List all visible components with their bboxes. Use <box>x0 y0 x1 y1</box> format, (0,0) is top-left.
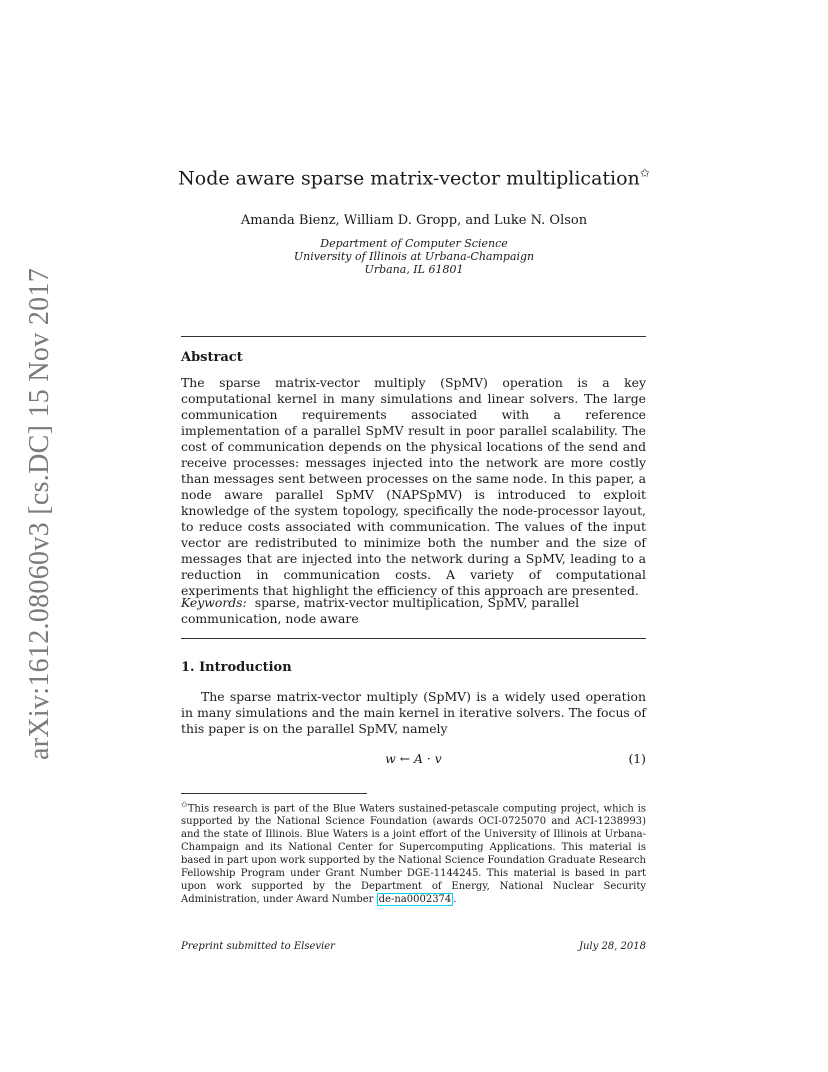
footnote-text: This research is part of the Blue Waters sustained-petascale computing project, which is supported by the National Science Foundation (awards OCI-0725070 and ACI-1238993) and the state of Illinois. Blue Waters is a joint effort of the University of Illinois at Urbana-Champaign and its National Center for Supercomputing Applications. This material is based in part upon work supported by the National Science Foundation Graduate Research Fellowship Program under Grant Number DGE-1144245. This material is based in part upon work supported by the Department of Energy, National Nuclear Security Administration, under Award Number <box>181 803 646 906</box>
award-number-link[interactable]: de-na0002374 <box>378 894 452 906</box>
abstract-body: The sparse matrix-vector multiply (SpMV) operation is a key computational kernel in many simulations and linear solvers. The large communication requirements associated with a reference implementation of a parallel SpMV result in poor parallel scalability. The cost of communication depends on the physical locations of the send and receive processes: messages injected into the network are more costly than messages sent between processes on the same node. In this paper, a node aware parallel SpMV (NAPSpMV) is introduced to exploit knowledge of the system topology, specifically the node-processor layout, to reduce costs associated with communication. The values of the input vector are redistributed to minimize both the number and the size of messages that are injected into the network during a SpMV, leading to a reduction in communication costs. A variety of computational experiments that highlight the efficiency of this approach are presented. <box>181 375 646 598</box>
equation-expression: w ← A · v <box>385 751 442 766</box>
footnote <box>181 798 646 906</box>
preprint-note: Preprint submitted to Elsevier <box>181 941 335 952</box>
affiliation-department: Department of Computer Science <box>320 237 508 250</box>
keywords-label: Keywords: <box>181 595 247 610</box>
footnote-rule <box>181 793 367 794</box>
abstract-bottom-rule <box>181 638 646 639</box>
title-footnote-mark: ✩ <box>639 166 650 180</box>
equation-1 <box>181 751 646 769</box>
abstract-heading: Abstract <box>181 350 243 365</box>
affiliation-university: University of Illinois at Urbana-Champaign <box>293 250 535 263</box>
keywords-text: sparse, matrix-vector multiplication, SpMV, parallel communication, node aware <box>181 595 580 626</box>
affiliation-location: Urbana, IL 61801 <box>364 263 464 276</box>
equation-number: (1) <box>628 751 646 766</box>
keywords <box>181 595 646 627</box>
paper-title <box>0 166 828 189</box>
preprint-date: July 28, 2018 <box>578 941 646 952</box>
abstract-top-rule <box>181 336 646 337</box>
footnote-end: . <box>453 894 457 906</box>
author-list: Amanda Bienz, William D. Gropp, and Luke N. Olson <box>240 213 588 228</box>
footnote-mark: ✩ <box>181 800 188 809</box>
introduction-paragraph: The sparse matrix-vector multiply (SpMV) is a widely used operation in many simulations and the main kernel in iterative solvers. The focus of this paper is on the parallel SpMV, namely <box>181 689 646 736</box>
section-heading-introduction: 1. Introduction <box>181 660 292 675</box>
paper-title-text: Node aware sparse matrix-vector multiplication <box>178 167 640 190</box>
arxiv-identifier-stamp: arXiv:1612.08060v3 [cs.DC] 15 Nov 2017 <box>24 267 55 760</box>
affiliation <box>0 237 828 276</box>
